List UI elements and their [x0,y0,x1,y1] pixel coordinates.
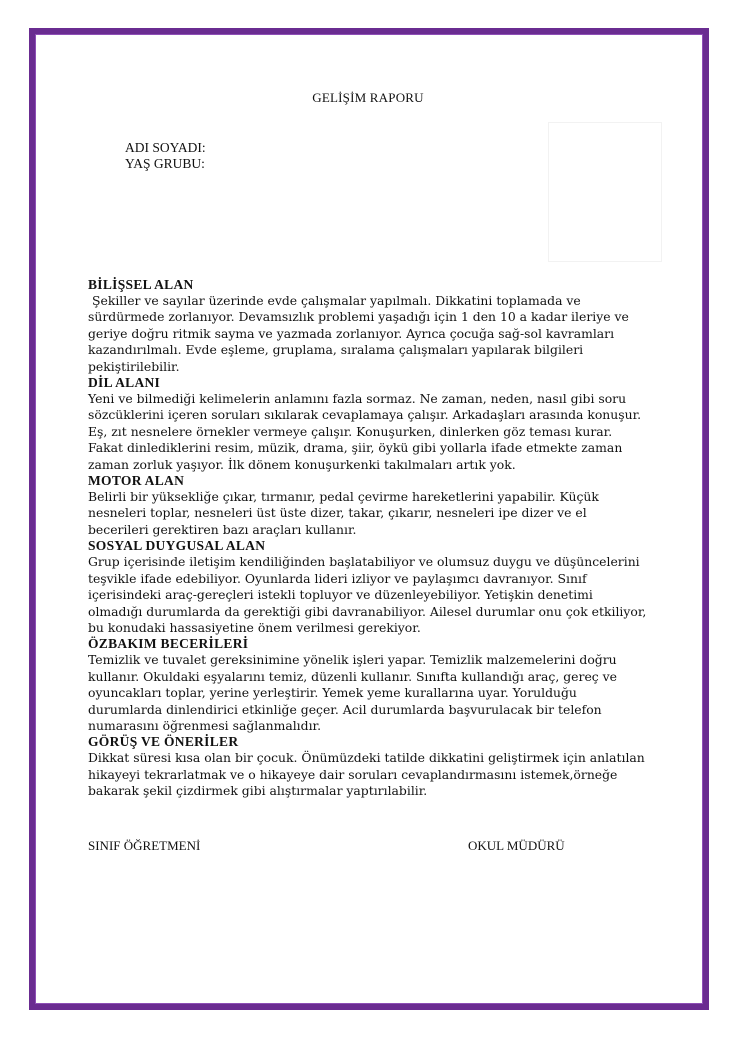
section-text: Dikkat süresi kısa olan bir çocuk. Önümüzdeki tatilde dikkatini geliştirmek için anlatılan hikayeyi tekrarlatmak ve o hikayeye dair soruları cevaplandırmasını istemek,örneğe bakarak şekil çizdirmek gibi alıştırmalar yaptırılabilir. [88,750,645,799]
section-cognitive [88,277,648,375]
section-social-emotional [88,538,648,636]
teacher-signature-label: SINIF ÖĞRETMENİ [88,838,201,853]
section-motor [88,473,648,538]
section-self-care [88,636,648,734]
section-heading: DİL ALANI [88,375,161,391]
section-text: Temizlik ve tuvalet gereksinimine yönelik işleri yapar. Temizlik malzemelerini doğru kullanır. Okuldaki eşyalarını temiz, düzenli kullanır. Sınıfta kullandığı araç, gereç ve oyuncakları toplar, yerine yerleştirir. Yemek yeme kurallarına uyar. Yorulduğu durumlarda dinlendirici etkinliğe geçer. Acil durumlarda başvurulacak bir telefon numarasını öğrenmesi sağlanmalıdır. [88,652,617,733]
section-heading: ÖZBAKIM BECERİLERİ [88,636,249,652]
section-heading: SOSYAL DUYGUSAL ALAN [88,538,266,554]
section-language [88,375,648,473]
section-text: Grup içerisinde iletişim kendiliğinden başlatabiliyor ve olumsuz duygu ve düşüncelerini teşvikle ifade edebiliyor. Oyunlarda lideri izliyor ve paylaşımcı davranıyor. Sınıf içerisindeki araç-gereçleri istekli topluyor ve düzenleyebiliyor. Yetişkin denetimi olmadığı durumlarda da gerektiği gibi davranabiliyor. Ailesel durumlar onu çok etkiliyor, bu konudaki hassasiyetine önem verilmesi gerekiyor. [88,554,647,635]
section-heading: BİLİŞSEL ALAN [88,277,194,292]
section-opinions-suggestions [88,734,648,799]
section-text: Belirli bir yüksekliğe çıkar, tırmanır, pedal çevirme hareketlerini yapabilir. Küçük nesneleri toplar, nesneleri üst üste dizer, takar, çıkarır, nesneleri ipe dizer ve el becerileri gerektiren bazı araçları kullanır. [88,489,599,537]
photo-placeholder [548,122,662,262]
principal-signature-label: OKUL MÜDÜRÜ [468,838,565,853]
section-text: Şekiller ve sayılar üzerinde evde çalışmalar yapılmalı. Dikkatini toplamada ve sürdürmede zorlanıyor. Devamsızlık problemi yaşadığı için 1 den 10 a kadar ileriye ve geriye doğru ritmik sayma ve yazmada zorlanıyor. Ayrıca çocuğa sağ-sol kavramları kazandırılmalı. Evde eşleme, gruplama, sıralama çalışmaları yapılarak bilgileri pekiştirilebilir. [88,293,629,374]
name-label: ADI SOYADI: [125,140,206,155]
section-heading: MOTOR ALAN [88,473,185,489]
section-text: Yeni ve bilmediği kelimelerin anlamını fazla sormaz. Ne zaman, neden, nasıl gibi soru sözcüklerini içeren soruları sıkılarak cevaplamaya çalışır. Arkadaşları arasında konuşur. Eş, zıt nesnelere örnekler vermeye çalışır. Konuşurken, dinlerken göz teması kurar. Fakat dinlediklerini resim, müzik, drama, şiir, öykü gibi yollarla ifade etmekte zaman zaman zorluk yaşıyor. İlk dönem konuşurkenki takılmaları artık yok. [88,391,642,472]
report-body [88,277,648,800]
section-heading: GÖRÜŞ VE ÖNERİLER [88,734,239,750]
age-group-label: YAŞ GRUBU: [125,156,205,171]
document-title: GELİŞİM RAPORU [312,90,424,105]
student-info [125,140,206,172]
